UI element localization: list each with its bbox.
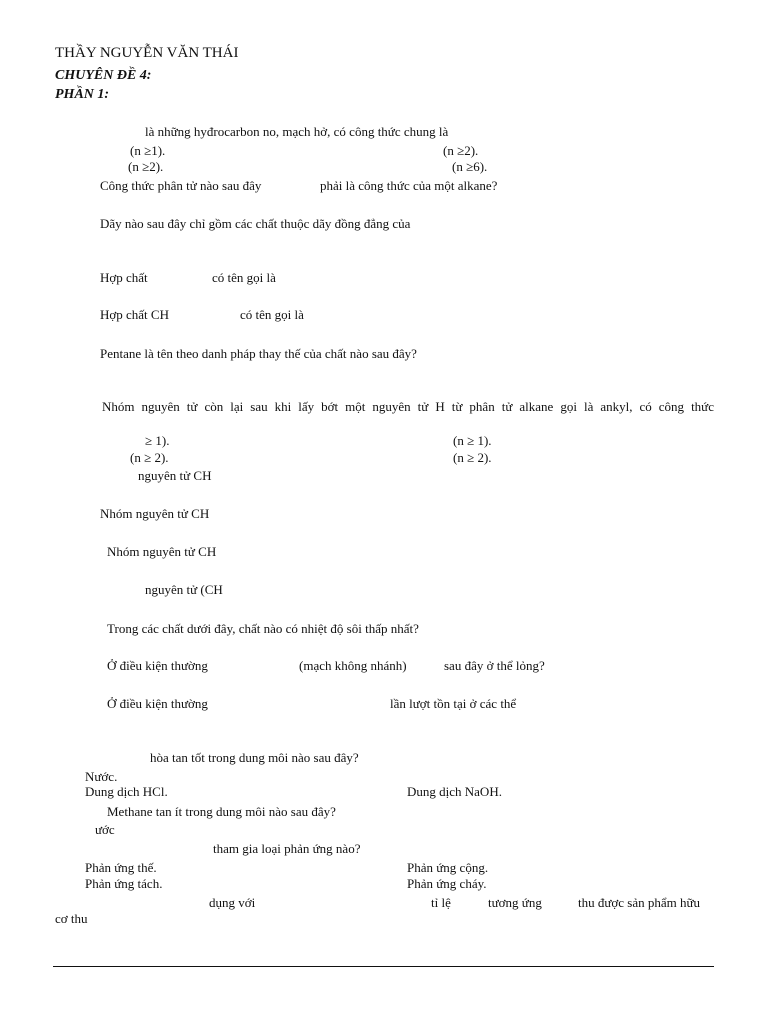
q11-stem: nguyên tử (CH [145, 582, 223, 597]
q7-option-a: ≥ 1). [145, 433, 170, 448]
q7-option-b: (n ≥ 1). [453, 433, 492, 448]
q2-stem-start: Công thức phân tử nào sau đây [100, 178, 262, 193]
q1-stem: là những hyđrocarbon no, mạch hở, có công thức chung là [145, 124, 449, 139]
q3-stem: Dãy nào sau đây chỉ gồm các chất thuộc dãy đồng đẳng của [100, 216, 411, 231]
q7-option-d: (n ≥ 2). [453, 450, 492, 465]
q5-stem-start: Hợp chất CH [100, 307, 169, 322]
q17-stem: tham gia loại phản ứng nào? [213, 841, 361, 856]
q18-fragment-2: tỉ lệ [431, 895, 451, 910]
q7-option-c: (n ≥ 2). [130, 450, 169, 465]
q14-stem-start: Ở điều kiện thường [107, 696, 208, 711]
q4-stem-end: có tên gọi là [212, 270, 276, 285]
q15-option-d: Dung dịch NaOH. [407, 784, 502, 799]
topic-heading: CHUYÊN ĐỀ 4: [55, 68, 152, 83]
q1-option-c: (n ≥2). [128, 159, 164, 174]
q14-stem-end: lần lượt tồn tại ở các thể [390, 696, 517, 711]
q12-stem: Trong các chất dưới đây, chất nào có nhiệt độ sôi thấp nhất? [107, 621, 419, 636]
q17-option-a: Phản ứng thế. [85, 860, 157, 875]
q17-option-d: Phản ứng cháy. [407, 876, 487, 891]
q6-stem: Pentane là tên theo danh pháp thay thế của chất nào sau đây? [100, 346, 417, 361]
q15-option-c: Dung dịch HCl. [85, 784, 168, 799]
q16-stem: Methane tan ít trong dung môi nào sau đây? [107, 804, 336, 819]
q18-line-2: cơ thu [55, 911, 88, 926]
part-heading: PHẦN 1: [55, 87, 110, 102]
q10-stem: Nhóm nguyên tử CH [107, 544, 217, 559]
q13-stem-end: sau đây ở thể lỏng? [444, 658, 545, 673]
q17-option-c: Phản ứng tách. [85, 876, 163, 891]
q13-stem-start: Ở điều kiện thường [107, 658, 208, 673]
q1-option-b: (n ≥2). [443, 143, 479, 158]
q18-fragment-3: tương ứng [488, 895, 542, 910]
q16-option-a: ước [95, 822, 115, 837]
teacher-name: THẦY NGUYỄN VĂN THÁI [55, 45, 239, 61]
q1-option-a: (n ≥1). [130, 143, 166, 158]
q2-stem-end: phải là công thức của một alkane? [320, 178, 498, 193]
q17-option-b: Phản ứng cộng. [407, 860, 489, 875]
footer-divider [53, 966, 714, 967]
q7-stem: Nhóm nguyên tử còn lại sau khi lấy bớt một nguyên tử H từ phân tử alkane gọi là ankyl, có công thức [102, 399, 714, 414]
q4-stem-start: Hợp chất [100, 270, 148, 285]
q5-stem-end: có tên gọi là [240, 307, 304, 322]
q18-fragment-1: dụng với [209, 895, 256, 910]
q9-stem: Nhóm nguyên tử CH [100, 506, 210, 521]
q13-stem-middle: (mạch không nhánh) [299, 658, 407, 673]
q15-option-a: Nước. [85, 769, 118, 784]
q8-stem: nguyên tử CH [138, 468, 212, 483]
q18-fragment-4: thu được sản phẩm hữu [578, 895, 701, 910]
q1-option-d: (n ≥6). [452, 159, 488, 174]
q15-stem: hòa tan tốt trong dung môi nào sau đây? [150, 750, 359, 765]
